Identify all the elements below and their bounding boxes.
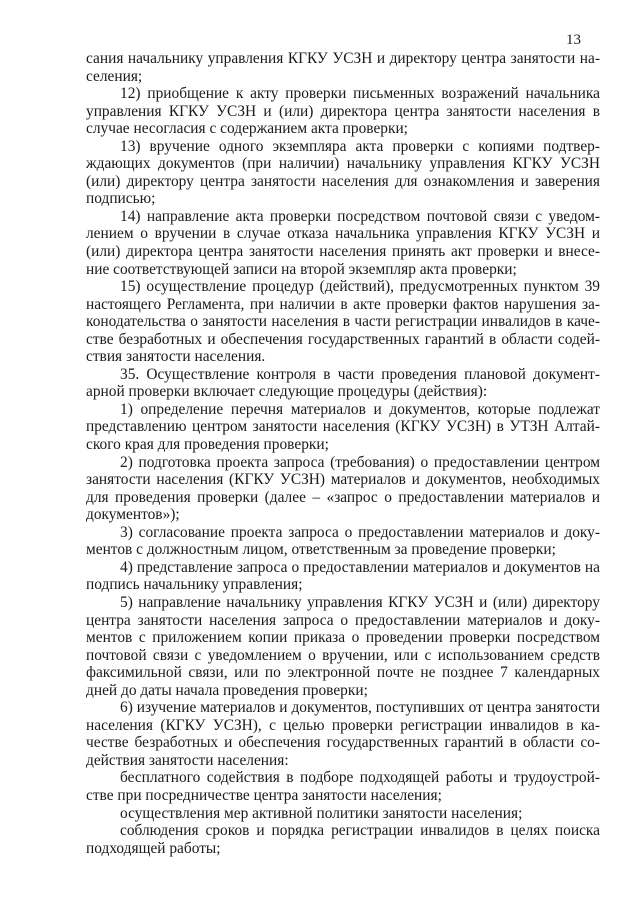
document-body — [86, 50, 600, 857]
paragraph: осуществления мер активной политики занятости населения; — [120, 804, 523, 822]
paragraph: бесплатного содействия в подборе подходящей работы и трудоустройстве при посредничестве центра занятости населения; — [86, 769, 600, 804]
paragraph: 35. Осуществление контроля в части проведения плановой документарной проверки включает следующие процедуры (действия): — [86, 365, 600, 401]
paragraph: 6) изучение материалов и документов, поступивших от центра занятости населения (КГКУ УСЗН), с целью проверки регистрации инвалидов в качестве безработных и обеспечения государственных гарантий в области содействия занятости населения: — [86, 699, 600, 769]
paragraph: сания начальнику управления КГКУ УСЗН и директору центра занятости населения; — [86, 50, 600, 85]
paragraph: 2) подготовка проекта запроса (требования) о предоставлении центром занятости населения (КГКУ УСЗН) материалов и документов, необходимых для проведения проверки (далее – «запрос о предоставлении материалов и документов»); — [86, 453, 600, 524]
paragraph: 12) приобщение к акту проверки письменных возражений начальника управления КГКУ УСЗН и (или) директора центра занятости населения в случае несогласия с содержанием акта проверки; — [86, 85, 600, 138]
paragraph: 1) определение перечня материалов и документов, которые подлежат представлению центром занятости населения (КГКУ УСЗН) в УТЗН Алтайского края для проведения проверки; — [86, 400, 600, 454]
paragraph: 13) вручение одного экземпляра акта проверки с копиями подтверждающих документов (при наличии) начальнику управления КГКУ УСЗН (или) директору центра занятости населения для ознакомления и заверения подписью; — [86, 137, 600, 208]
page-number: 13 — [566, 32, 581, 48]
paragraph: 3) согласование проекта запроса о предоставлении материалов и документов с должностным лицом, ответственным за проведение проверки; — [86, 523, 600, 559]
paragraph: 14) направление акта проверки посредством почтовой связи с уведомлением о вручении в случае отказа начальника управления КГКУ УСЗН и (или) директора центра занятости населения принять акт проверки и внесение соответствующей записи на второй экземпляр акта проверки; — [86, 207, 600, 278]
paragraph: 15) осуществление процедур (действий), предусмотренных пунктом 39 настоящего Регламента, при наличии в акте проверки фактов нарушения законодательства о занятости населения в части регистрации инвалидов в качестве безработных и обеспечения государственных гарантий в области содействия занятости населения. — [86, 278, 600, 366]
paragraph: 5) направление начальнику управления КГКУ УСЗН и (или) директору центра занятости населения запроса о предоставлении материалов и документов с приложением копии приказа о проведении проверки посредством почтовой связи с уведомлением о вручении, или с использованием средств факсимильной связи, или по электронной почте не позднее 7 календарных дней до даты начала проведения проверки; — [86, 593, 600, 699]
paragraph: 4) представление запроса о предоставлении материалов и документов на подпись начальнику управления; — [86, 558, 600, 594]
paragraph: соблюдения сроков и порядка регистрации инвалидов в целях поиска подходящей работы; — [86, 822, 600, 857]
